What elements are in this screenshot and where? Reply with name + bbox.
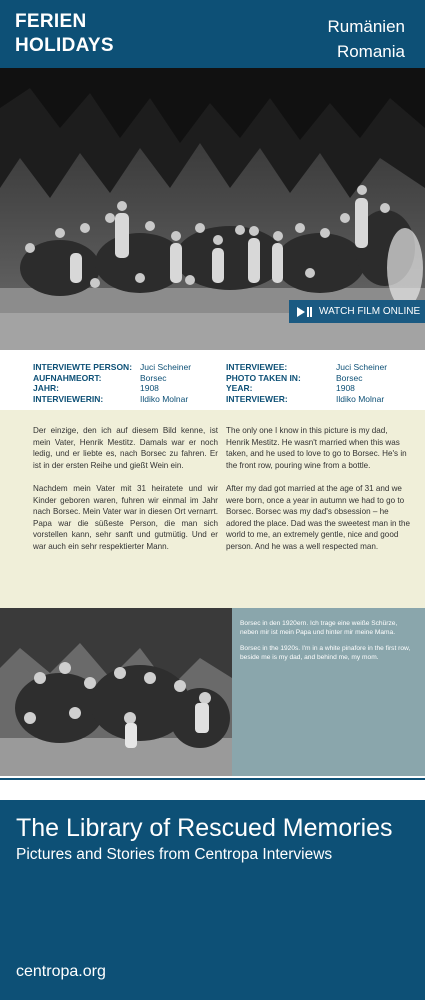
story-section — [0, 410, 425, 608]
info-labels-english — [226, 362, 301, 404]
interviewer-value-en: Ildiko Molnar — [336, 393, 385, 404]
place-label-en: PHOTO TAKEN IN: — [226, 372, 301, 383]
country-label — [328, 14, 406, 64]
year-value-de: 1908 — [140, 383, 159, 393]
caption-german: Borsec in den 1920ern. Ich trage eine weiße Schürze, neben mir ist mein Papa und hinter mir meine Mama. — [240, 620, 398, 636]
title-german: FERIEN — [15, 11, 87, 32]
story-english — [226, 425, 411, 564]
secondary-group-photo — [0, 608, 232, 776]
footer-banner — [0, 800, 425, 1000]
section-divider — [0, 776, 425, 800]
story-paragraph-de-1: Der einzige, den ich auf diesem Bild kenne, ist mein Vater, Henrik Mestitz. Damals war er noch ledig, und er liebte es, nach Borsec zu fahren. Er ist in der ersten Reihe und gießt Wein ein. — [33, 426, 218, 470]
story-paragraph-de-2: Nachdem mein Vater mit 31 heiratete und wir Kinder geboren waren, fuhren wir einmal im Jahr nach Borsec. Mein Vater war in diesen Ort vernarrt. Papa war die süßeste Person, die man sich vorstellen kann, sehr sanft und gutmütig. Und er war auch ein sehr respektierter Mann. — [33, 484, 218, 551]
interviewee-label-en: INTERVIEWEE: — [226, 362, 288, 372]
footer-url-link[interactable]: centropa.org — [16, 963, 106, 980]
interview-info — [0, 350, 425, 410]
place-value-en: Borsec — [336, 372, 363, 383]
caption-english: Borsec in the 1920s. I'm in a white pinafore in the first row, beside me is my dad, and behind me, my mom. — [240, 645, 411, 661]
interviewer-value-de: Ildiko Molnar — [140, 393, 189, 404]
watch-film-label: WATCH FILM ONLINE — [319, 306, 421, 317]
place-value-de: Borsec — [140, 372, 167, 383]
interviewer-label-en: INTERVIEWER: — [226, 393, 288, 404]
pause-icon — [307, 307, 309, 317]
interviewee-value-de: Juci Scheiner — [140, 362, 192, 372]
story-german — [33, 425, 218, 564]
story-paragraph-en-2: After my dad got married at the age of 31 and we were born, once a year in autumn we had to go to Borsec. Borsec was my dad's obsession – he adored the place. Dad was the sweetest man in the world to me, an extremely gentle, nice and good person. And he was a well respected man. — [226, 484, 411, 551]
story-paragraph-en-1: The only one I know in this picture is my dad, Henrik Mestitz. He wasn't married when this was taken, and he used to love to go to Borsec. He's in the front row, pouring wine from a bottle. — [226, 426, 407, 470]
info-labels-german — [33, 362, 132, 404]
watch-film-button[interactable] — [289, 300, 425, 323]
interviewee-label-de: INTERVIEWTE PERSON: — [33, 362, 133, 372]
country-english: Romania — [336, 42, 405, 61]
info-values-english — [336, 362, 387, 404]
photo-caption — [232, 608, 425, 776]
year-value-en: 1908 — [336, 383, 355, 393]
country-german: Rumänien — [327, 17, 405, 36]
divider-line — [0, 778, 425, 780]
year-label-de: JAHR: — [33, 383, 59, 393]
year-label-en: YEAR: — [226, 383, 253, 393]
place-label-de: AUFNAHMEORT: — [33, 372, 102, 383]
title-english: HOLIDAYS — [15, 35, 114, 56]
play-icon — [297, 307, 305, 317]
footer-subtitle: Pictures and Stories from Centropa Interviews — [16, 846, 333, 863]
interviewer-label-de: INTERVIEWERIN: — [33, 393, 104, 404]
header-banner — [0, 0, 425, 68]
info-values-german — [140, 362, 191, 404]
interviewee-value-en: Juci Scheiner — [336, 362, 388, 372]
footer-title: The Library of Rescued Memories — [16, 814, 393, 842]
page-title — [15, 10, 114, 58]
